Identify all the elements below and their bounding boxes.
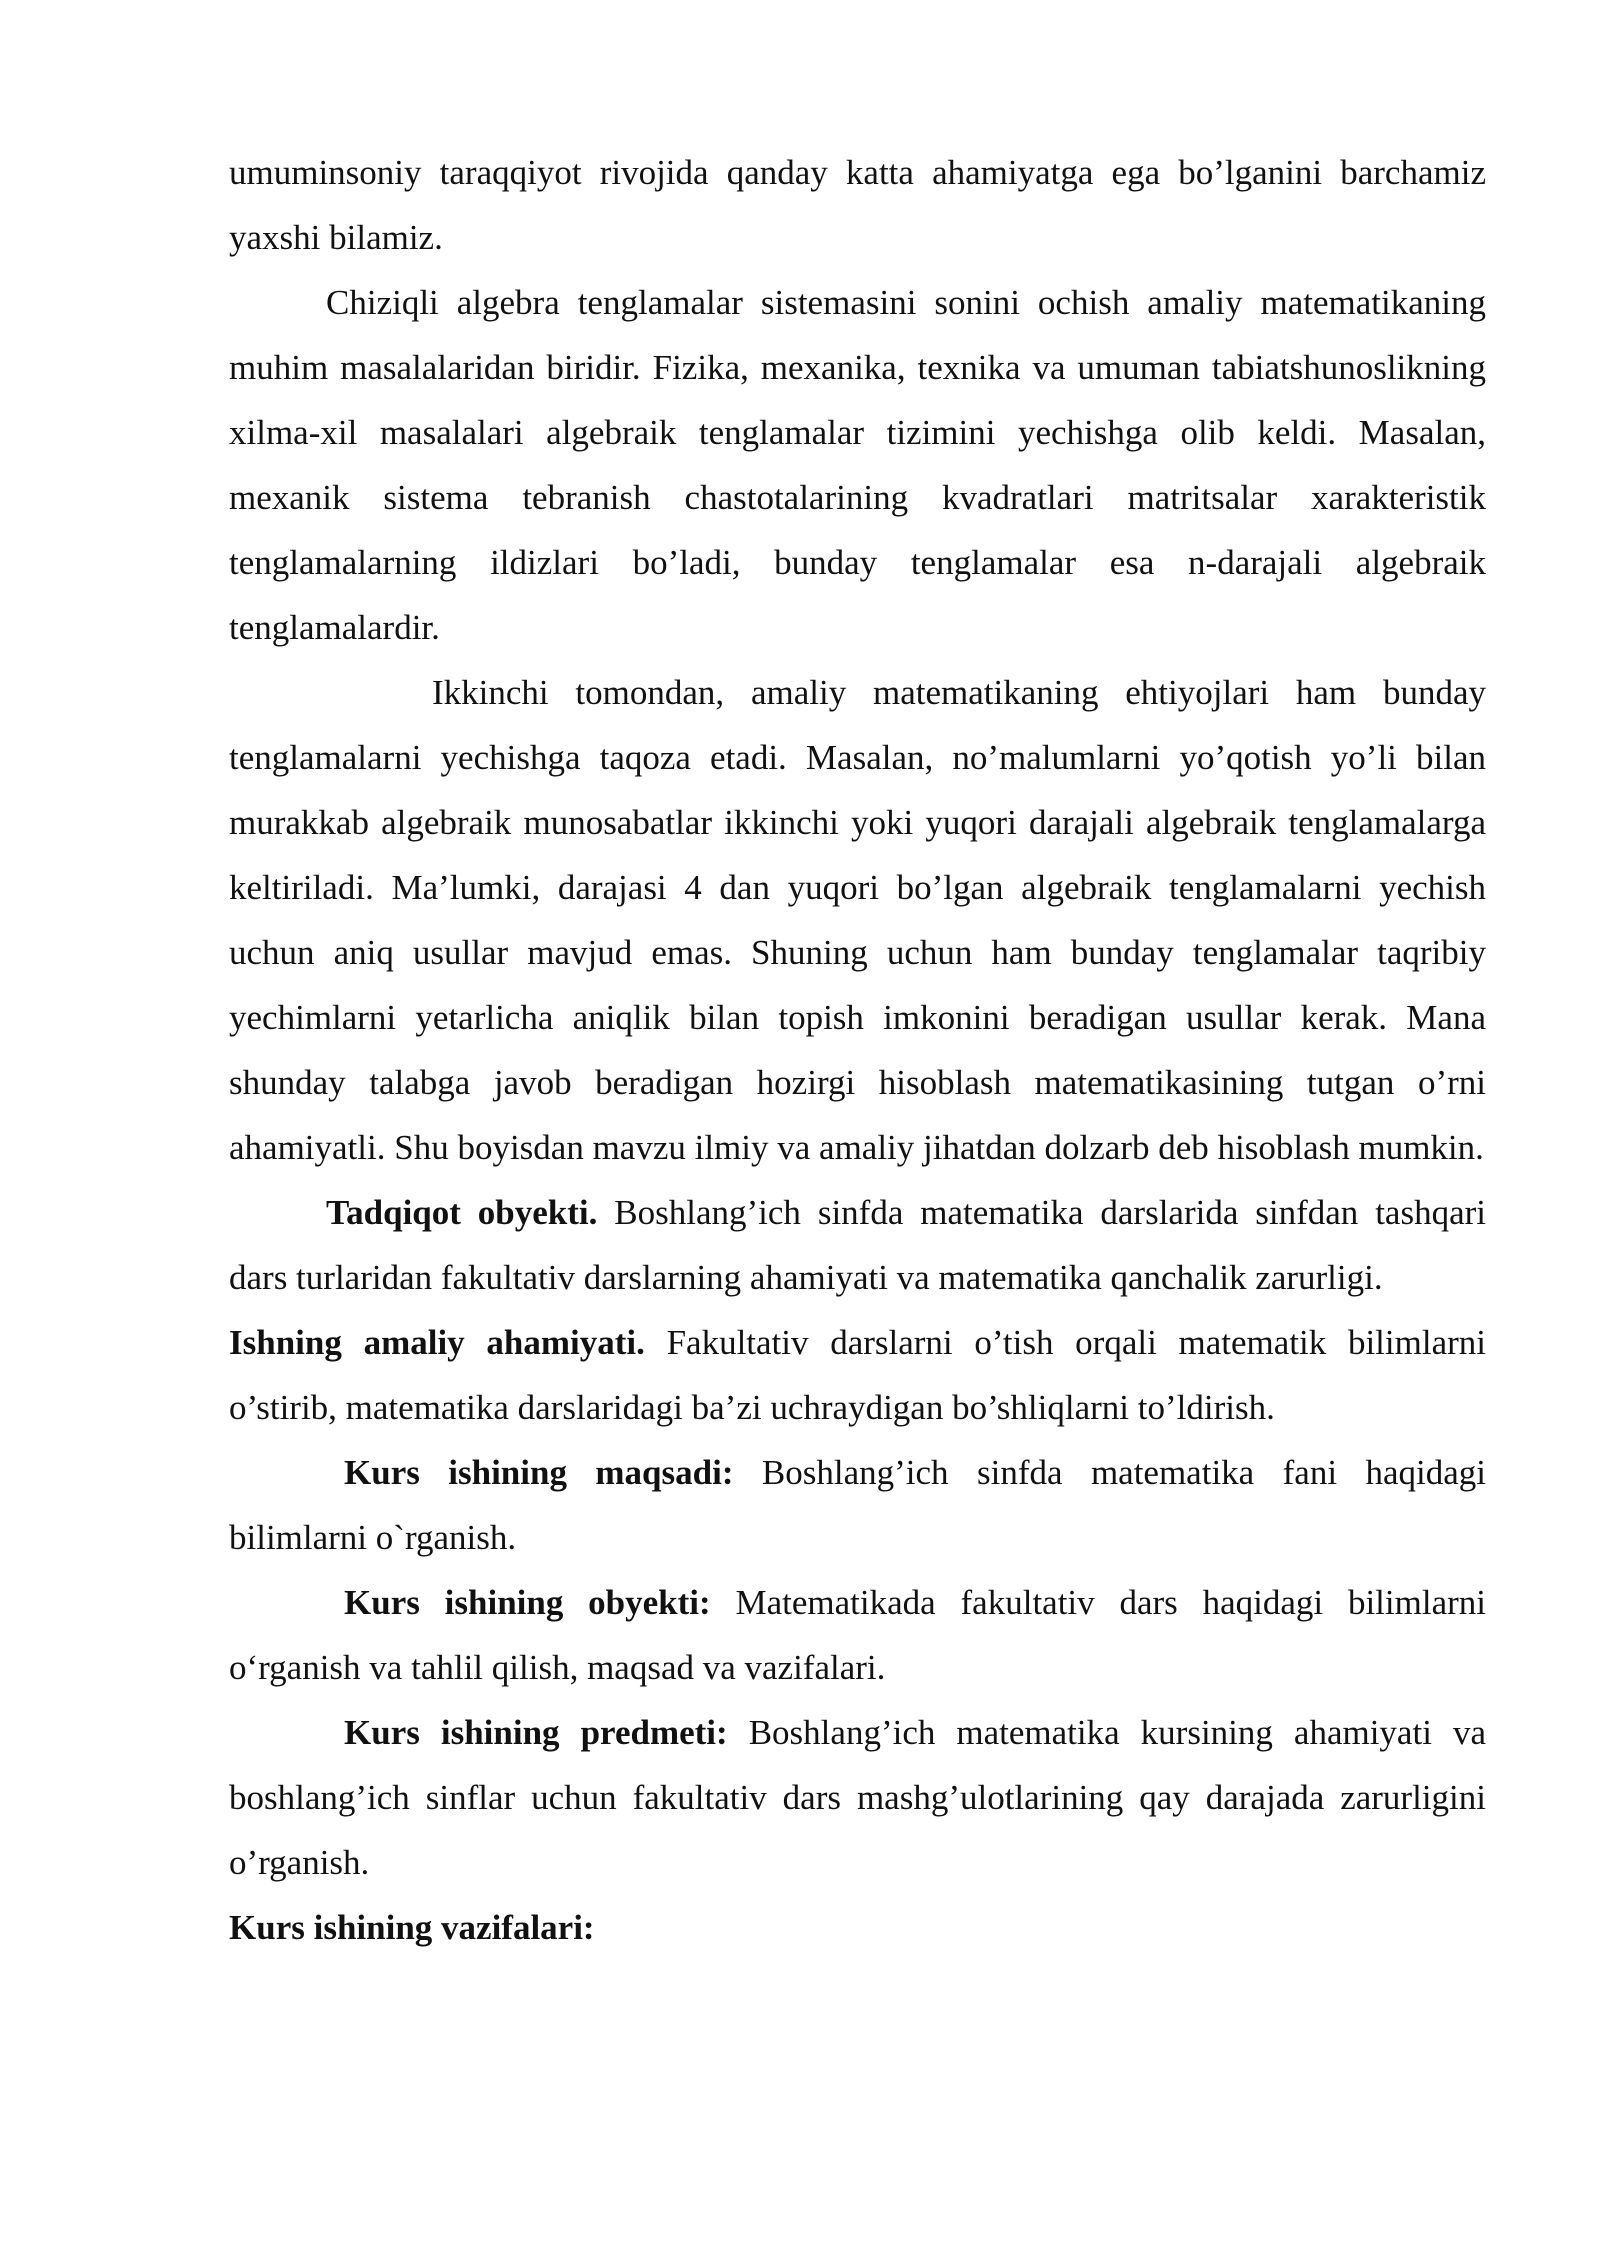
document-body — [229, 140, 1486, 1960]
paragraph-text: Fakultativ darslarni o’tish orqali matematik bilimlarni o’stirib, matematika darslaridagi ba’zi uchraydigan bo’shliqlarni to’ldirish. — [229, 1323, 1486, 1427]
paragraph-lead: Kurs ishining obyekti: — [344, 1583, 711, 1622]
paragraph-research-object — [229, 1180, 1486, 1310]
paragraph-text: Boshlang’ich matematika kursining ahamiyati va boshlang’ich sinflar uchun fakultativ dars mashg’ulotlarining qay darajada zarurligini o’rganish. — [229, 1713, 1486, 1882]
paragraph-course-subject — [229, 1700, 1486, 1895]
paragraph-intro-continuation — [229, 140, 1486, 270]
paragraph-lead: Kurs ishining predmeti: — [344, 1713, 728, 1752]
paragraph-linear-algebra — [229, 270, 1486, 660]
paragraph-text: Ikkinchi tomondan, amaliy matematikaning ehtiyojlari ham bunday tenglamalarni yechishga taqoza etadi. Masalan, no’malumlarni yo’qotish yo’li bilan murakkab algebraik munosabatlar ikkinchi yoki yuqori darajali algebraik tenglamalarga keltiriladi. Ma’lumki, darajasi 4 dan yuqori bo’lgan algebraik tenglamalarni yechish uchun aniq usullar mavjud emas. Shuning uchun ham bunday tenglamalar taqribiy yechimlarni yetarlicha aniqlik bilan topish imkonini beradigan usullar kerak. Mana shunday talabga javob beradigan hozirgi hisoblash matematikasining tutgan o’rni ahamiyatli. Shu boyisdan mavzu ilmiy va amaliy jihatdan dolzarb deb hisoblash mumkin. — [229, 673, 1486, 1167]
paragraph-lead: Kurs ishining maqsadi: — [344, 1453, 734, 1492]
paragraph-text: Boshlang’ich sinfda matematika fani haqidagi bilimlarni o`rganish. — [229, 1453, 1486, 1557]
paragraph-course-goal — [229, 1440, 1486, 1570]
paragraph-text: umuminsoniy taraqqiyot rivojida qanday katta ahamiyatga ega bo’lganini barchamiz yaxshi bilamiz. — [229, 153, 1486, 257]
paragraph-course-tasks — [229, 1895, 1486, 1960]
paragraph-applied-math — [229, 660, 1486, 1180]
paragraph-text: Boshlang’ich sinfda matematika darslarida sinfdan tashqari dars turlaridan fakultativ darslarning ahamiyati va matematika qanchalik zarurligi. — [229, 1193, 1486, 1297]
paragraph-lead: Ishning amaliy ahamiyati. — [229, 1323, 645, 1362]
paragraph-lead: Tadqiqot obyekti. — [326, 1193, 598, 1232]
paragraph-course-object — [229, 1570, 1486, 1700]
paragraph-practical-significance — [229, 1310, 1486, 1440]
paragraph-text: Chiziqli algebra tenglamalar sistemasini sonini ochish amaliy matematikaning muhim masalalaridan biridir. Fizika, mexanika, texnika va umuman tabiatshunoslikning xilma-xil masalalari algebraik tenglamalar tizimini yechishga olib keldi. Masalan, mexanik sistema tebranish chastotalarining kvadratlari matritsalar xarakteristik tenglamalarning ildizlari bo’ladi, bunday tenglamalar esa n-darajali algebraik tenglamalardir. — [229, 283, 1486, 647]
paragraph-text: Matematikada fakultativ dars haqidagi bilimlarni o‘rganish va tahlil qilish, maqsad va vazifalari. — [229, 1583, 1486, 1687]
paragraph-lead: Kurs ishining vazifalari: — [229, 1908, 595, 1947]
